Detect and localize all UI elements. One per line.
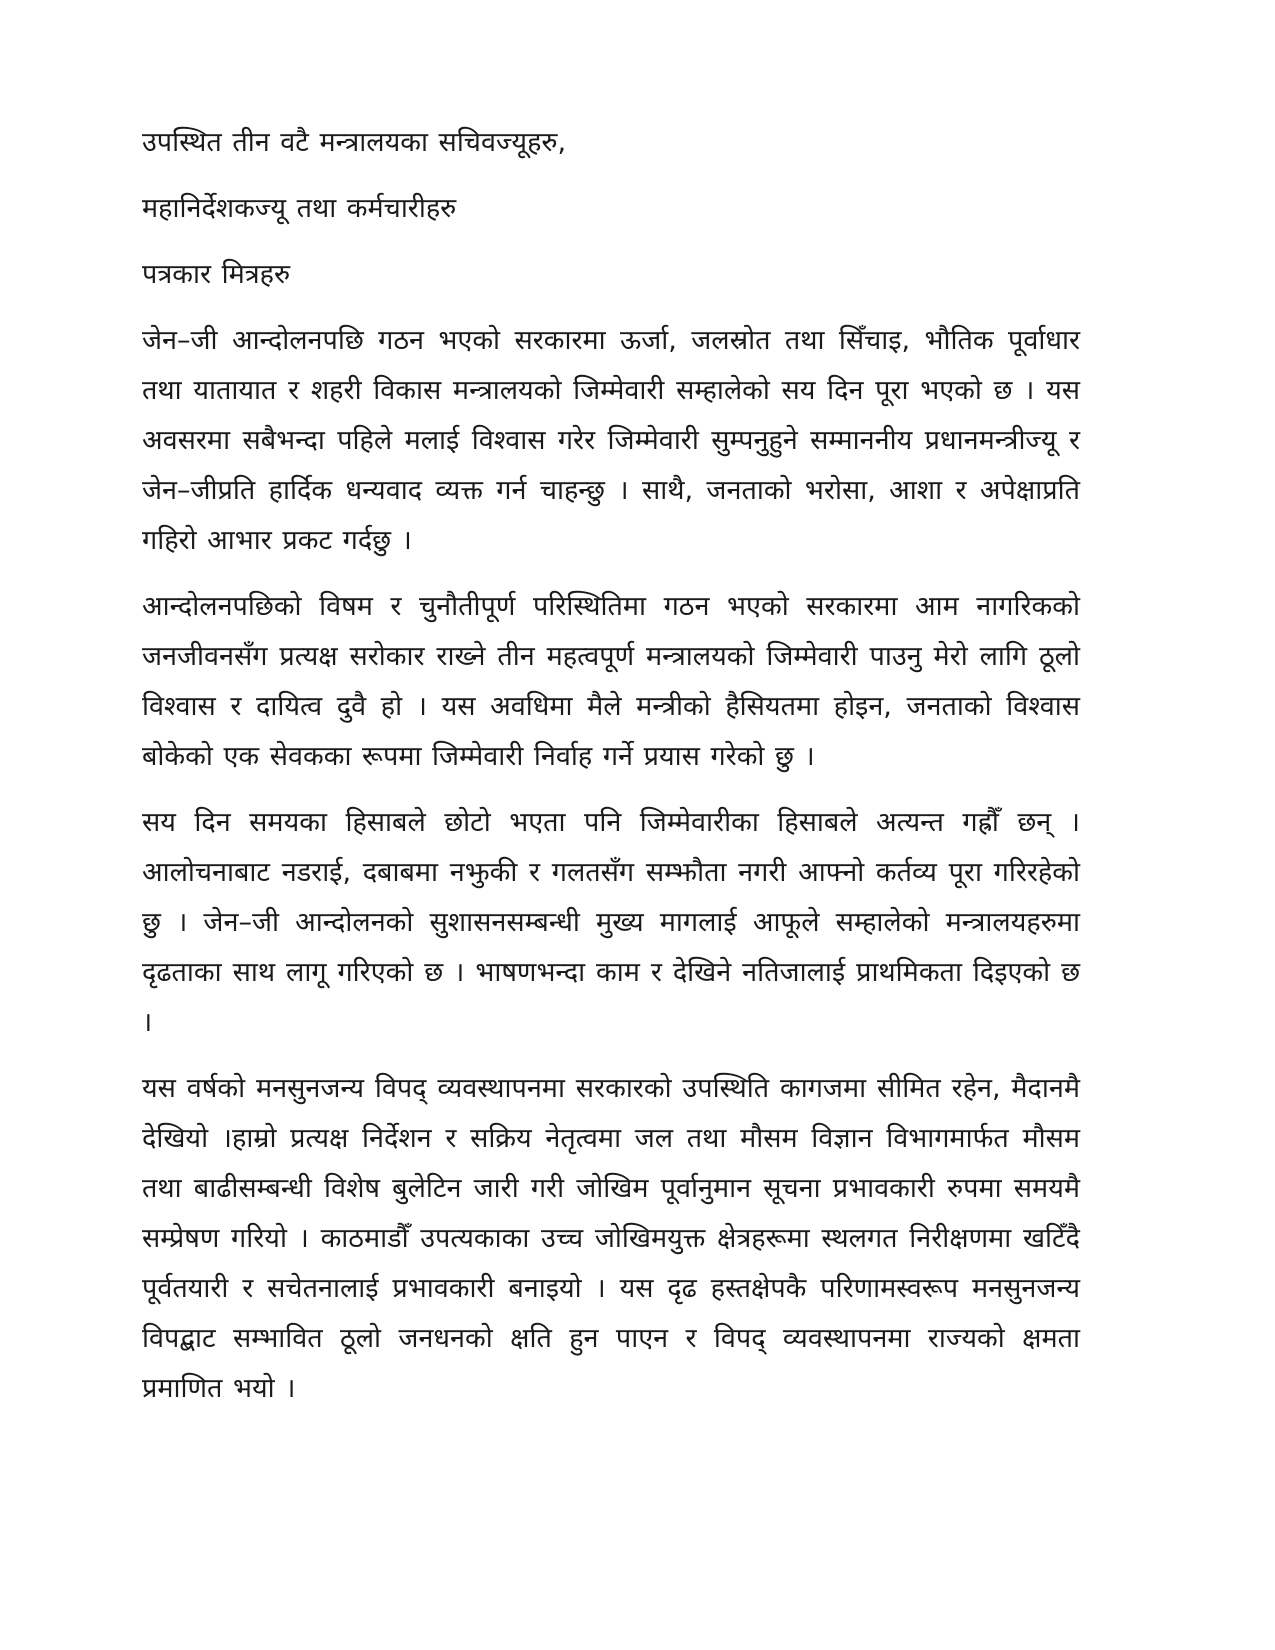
paragraph-responsibility: आन्दोलनपछिको विषम र चुनौतीपूर्ण परिस्थितिमा गठन भएको सरकारमा आम नागरिकको जनजीवनसँग प्रत्यक्ष सरोकार राख्ने तीन महत्वपूर्ण मन्त्रालयको जिम्मेवारी पाउनु मेरो लागि ठूलो विश्वास र दायित्व दुवै हो । यस अवधिमा मैले मन्त्रीको हैसियतमा होइन, जनताको विश्वास बोकेको एक सेवकका रूपमा जिम्मेवारी निर्वाह गर्ने प्रयास गरेको छु ।	[142, 591, 1080, 772]
document-text	[142, 118, 1080, 1430]
paragraph-hundred-days: जेन–जी आन्दोलनपछि गठन भएको सरकारमा ऊर्जा, जलस्रोत तथा सिँचाइ, भौतिक पूर्वाधार तथा यातायात र शहरी विकास मन्त्रालयको जिम्मेवारी सम्हालेको सय दिन पूरा भएको छ । यस अवसरमा सबैभन्दा पहिले मलाई विश्वास गरेर जिम्मेवारी सुम्पनुहुने सम्माननीय प्रधानमन्त्रीज्यू र जेन–जीप्रति हार्दिक धन्यवाद व्यक्त गर्न चाहन्छु । साथै, जनताको भरोसा, आशा र अपेक्षाप्रति गहिरो आभार प्रकट गर्दछु ।	[142, 325, 1080, 556]
greeting-line-journalists: पत्रकार मित्रहरु	[142, 259, 291, 290]
greeting-line-secretaries: उपस्थित तीन वटै मन्त्रालयका सचिवज्यूहरु,	[142, 127, 567, 158]
greeting-line-director-general: महानिर्देशकज्यू तथा कर्मचारीहरु	[142, 193, 457, 224]
paragraph-duty-governance: सय दिन समयका हिसाबले छोटो भएता पनि जिम्मेवारीका हिसाबले अत्यन्त गह्रौँ छन् । आलोचनाबाट नडराई, दबाबमा नझुकी र गलतसँग सम्झौता नगरी आफ्नो कर्तव्य पूरा गरिरहेको छु । जेन–जी आन्दोलनको सुशासनसम्बन्धी मुख्य मागलाई आफूले सम्हालेको मन्त्रालयहरुमा दृढताका साथ लागू गरिएको छ । भाषणभन्दा काम र देखिने नतिजालाई प्राथमिकता दिइएको छ ।	[142, 807, 1080, 1038]
paragraph-monsoon-disaster: यस वर्षको मनसुनजन्य विपद् व्यवस्थापनमा सरकारको उपस्थिति कागजमा सीमित रहेन, मैदानमै देखियो ।हाम्रो प्रत्यक्ष निर्देशन र सक्रिय नेतृत्वमा जल तथा मौसम विज्ञान विभागमार्फत मौसम तथा बाढीसम्बन्धी विशेष बुलेटिन जारी गरी जोखिम पूर्वानुमान सूचना प्रभावकारी रुपमा समयमै सम्प्रेषण गरियो । काठमाडौँ उपत्यकाका उच्च जोखिमयुक्त क्षेत्रहरूमा स्थलगत निरीक्षणमा खटिँदै पूर्वतयारी र सचेतनालाई प्रभावकारी बनाइयो । यस दृढ हस्तक्षेपकै परिणामस्वरूप मनसुनजन्य विपद्बाट सम्भावित ठूलो जनधनको क्षति हुन पाएन र विपद् व्यवस्थापनमा राज्यको क्षमता प्रमाणित भयो ।	[142, 1073, 1080, 1404]
